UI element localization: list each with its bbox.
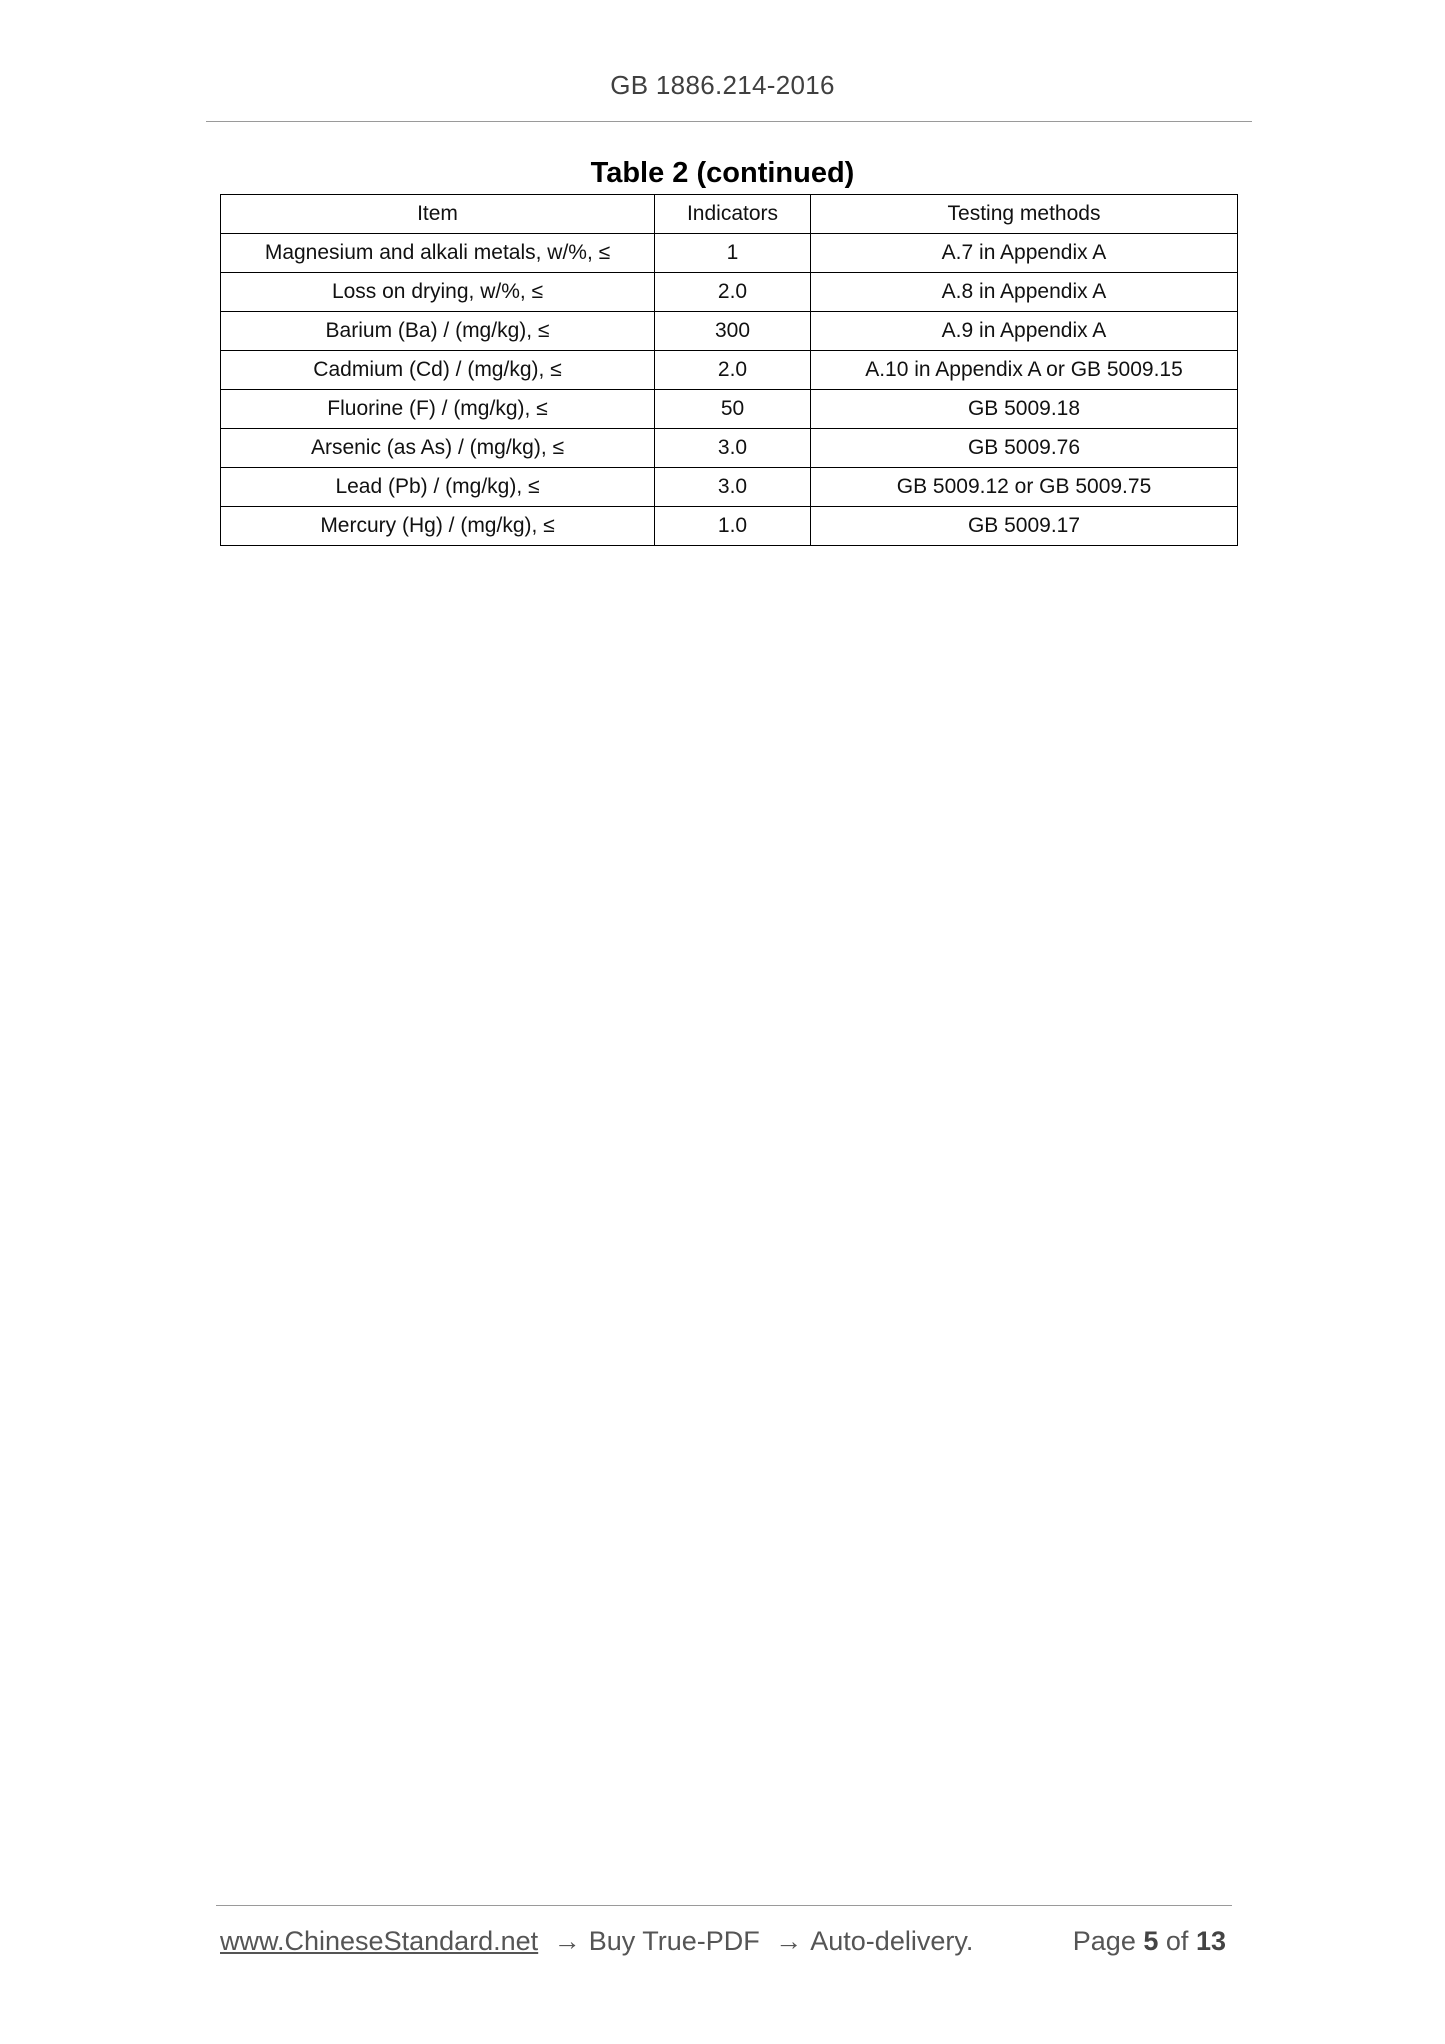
table-row bbox=[221, 273, 1238, 312]
specification-table bbox=[220, 194, 1238, 546]
table-row bbox=[221, 390, 1238, 429]
cell-indicator: 2.0 bbox=[655, 351, 811, 390]
cell-testing-method: A.7 in Appendix A bbox=[811, 234, 1238, 273]
cell-testing-method: GB 5009.12 or GB 5009.75 bbox=[811, 468, 1238, 507]
cell-item: Fluorine (F) / (mg/kg), ≤ bbox=[221, 390, 655, 429]
column-header-item: Item bbox=[221, 195, 655, 234]
page-total: 13 bbox=[1195, 1926, 1226, 1956]
header-divider bbox=[206, 121, 1252, 122]
cell-indicator: 50 bbox=[655, 390, 811, 429]
table-title: Table 2 (continued) bbox=[590, 157, 855, 189]
website-link[interactable]: www.ChineseStandard.net bbox=[220, 1926, 539, 1956]
cell-indicator: 3.0 bbox=[655, 429, 811, 468]
cell-item: Barium (Ba) / (mg/kg), ≤ bbox=[221, 312, 655, 351]
cell-indicator: 1 bbox=[655, 234, 811, 273]
footer-step-delivery: Auto-delivery. bbox=[810, 1926, 974, 1956]
cell-item: Magnesium and alkali metals, w/%, ≤ bbox=[221, 234, 655, 273]
table-row bbox=[221, 507, 1238, 546]
table-row bbox=[221, 429, 1238, 468]
cell-item: Loss on drying, w/%, ≤ bbox=[221, 273, 655, 312]
cell-item: Mercury (Hg) / (mg/kg), ≤ bbox=[221, 507, 655, 546]
document-header-title: GB 1886.214-2016 bbox=[610, 70, 835, 100]
cell-testing-method: A.8 in Appendix A bbox=[811, 273, 1238, 312]
page-footer bbox=[220, 1926, 1232, 1962]
table-row bbox=[221, 234, 1238, 273]
footer-divider bbox=[216, 1905, 1232, 1906]
page-of-label: of bbox=[1165, 1926, 1189, 1956]
page-current: 5 bbox=[1143, 1926, 1159, 1956]
cell-testing-method: A.10 in Appendix A or GB 5009.15 bbox=[811, 351, 1238, 390]
cell-testing-method: GB 5009.17 bbox=[811, 507, 1238, 546]
cell-indicator: 1.0 bbox=[655, 507, 811, 546]
cell-item: Cadmium (Cd) / (mg/kg), ≤ bbox=[221, 351, 655, 390]
page-number bbox=[1073, 1926, 1226, 1957]
table-row bbox=[221, 351, 1238, 390]
cell-item: Arsenic (as As) / (mg/kg), ≤ bbox=[221, 429, 655, 468]
table-row bbox=[221, 312, 1238, 351]
arrow-right-icon: → bbox=[775, 1926, 803, 1956]
page-label: Page bbox=[1072, 1926, 1136, 1956]
cell-indicator: 2.0 bbox=[655, 273, 811, 312]
table-row bbox=[221, 468, 1238, 507]
footer-promo bbox=[220, 1926, 973, 1957]
cell-item: Lead (Pb) / (mg/kg), ≤ bbox=[221, 468, 655, 507]
cell-testing-method: A.9 in Appendix A bbox=[811, 312, 1238, 351]
column-header-indicators: Indicators bbox=[655, 195, 811, 234]
cell-testing-method: GB 5009.76 bbox=[811, 429, 1238, 468]
cell-indicator: 3.0 bbox=[655, 468, 811, 507]
cell-testing-method: GB 5009.18 bbox=[811, 390, 1238, 429]
table-header-row bbox=[221, 195, 1238, 234]
cell-indicator: 300 bbox=[655, 312, 811, 351]
arrow-right-icon: → bbox=[553, 1926, 581, 1956]
column-header-testing-methods: Testing methods bbox=[811, 195, 1238, 234]
footer-step-buy: Buy True-PDF bbox=[588, 1926, 760, 1956]
